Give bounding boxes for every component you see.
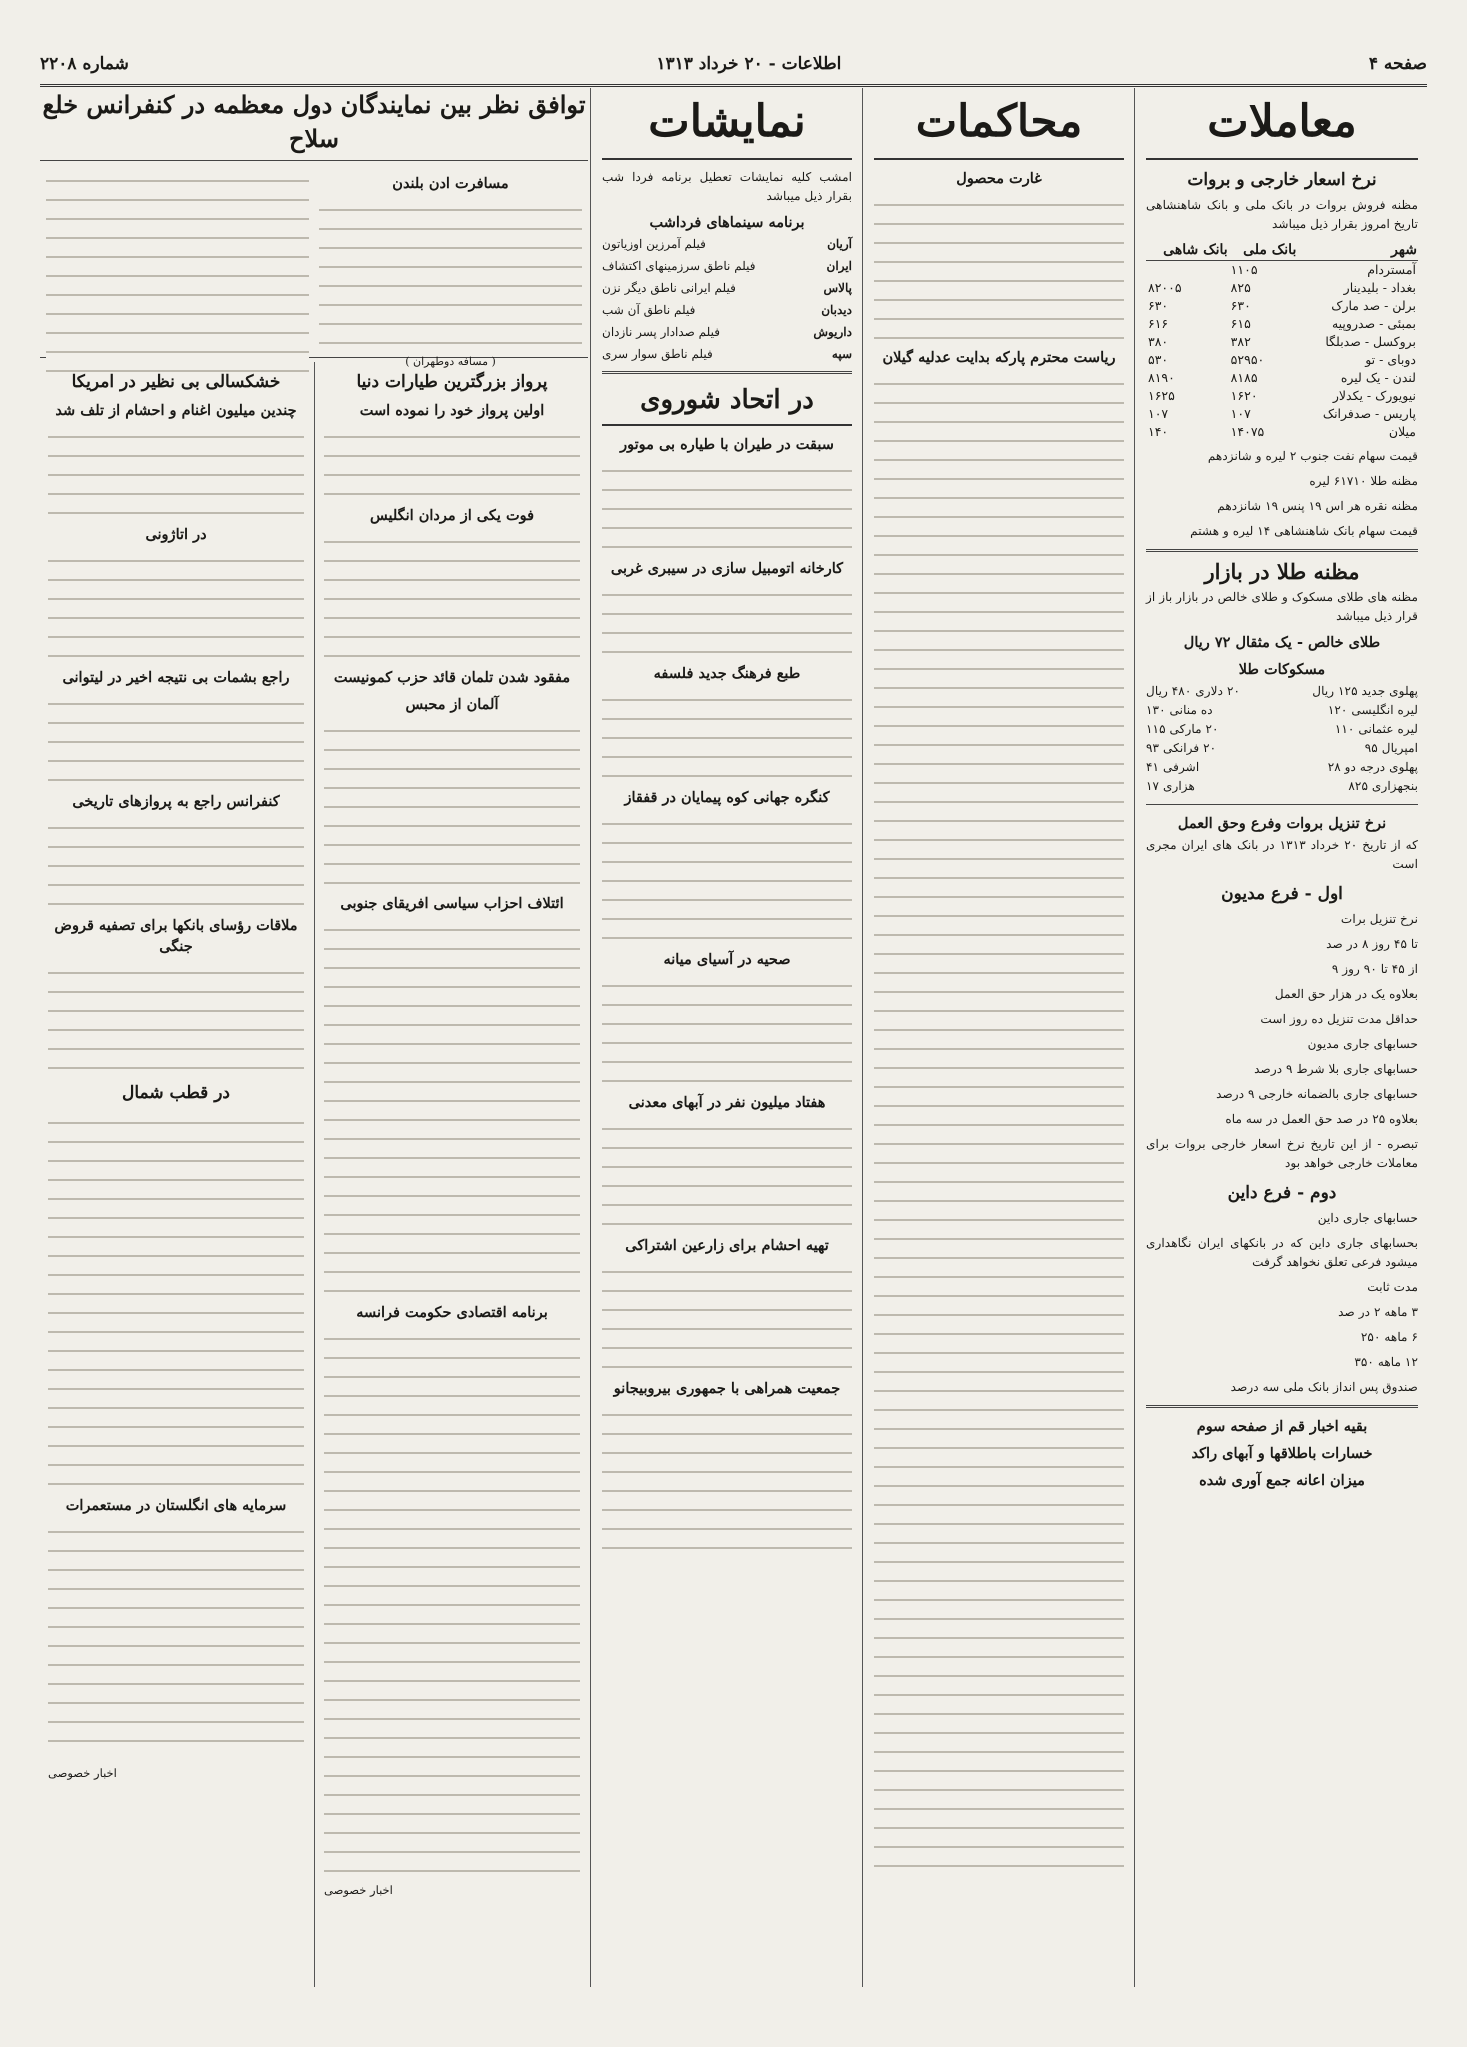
rates-table: [1146, 240, 1418, 441]
rates-subtitle: مظنه فروش بروات در بانک ملی و بانک شاهنشاهی تاریخ امروز بقرار ذیل میباشد: [1146, 198, 1418, 231]
first-line: از ۴۵ تا ۹۰ روز ۹: [1331, 962, 1418, 976]
news-heading: مفقود شدن تلمان قائد حزب کمونیست: [333, 669, 571, 686]
news-heading: کنفرانس راجع به پروازهای تاریخی: [72, 793, 280, 810]
world-left-column: [40, 362, 312, 1987]
first-line: نرخ تنزیل برات: [1340, 912, 1418, 926]
list-item: پالاس فیلم ایرانی ناطق دیگر نزن: [602, 281, 852, 295]
world-subheading: مسافرت ادن بلندن: [392, 175, 509, 192]
first-line: حسابهای جاری بالضمانه خارجی ۹ درصد: [1216, 1087, 1418, 1101]
list-item: ایران فیلم ناطق سرزمینهای اکتشاف: [602, 259, 852, 273]
news-heading: کنگره جهانی کوه پیمایان در قفقاز: [624, 789, 830, 806]
first-line: بعلاوه ۲۵ در صد حق العمل در سه ماه: [1225, 1112, 1418, 1126]
column-rule: [590, 88, 591, 1987]
first-line: حسابهای جاری مدیون: [1307, 1037, 1418, 1051]
shows-column: [592, 88, 862, 1987]
news-heading: برنامه اقتصادی حکومت فرانسه: [356, 1304, 548, 1321]
table-row: دوبای - تو ۵۲۹۵۰ ۵۳۰: [1148, 352, 1416, 367]
issue-number: شماره ۲۲۰۸: [40, 54, 129, 74]
first-line: حسابهای جاری بلا شرط ۹ درصد: [1254, 1062, 1418, 1076]
donation-title: میزان اعانه جمع آوری شده: [1199, 1472, 1365, 1489]
savings-note: صندوق پس انداز بانک ملی سه درصد: [1230, 1380, 1418, 1394]
courts-heading: غارت محصول: [956, 170, 1042, 187]
list-item: امپریال ۹۵ ۲۰ فرانکی ۹۳: [1146, 741, 1418, 755]
news-heading: خشکسالی بی نظیر در امریکا: [71, 372, 281, 392]
table-row: لندن - یک لیره ۸۱۸۵ ۸۱۹۰: [1148, 370, 1416, 385]
list-item: لیره انگلیسی ۱۲۰ ده منانی ۱۳۰: [1146, 703, 1418, 717]
first-line: بعلاوه یک در هزار حق العمل: [1274, 987, 1418, 1001]
first-line: حداقل مدت تنزیل ده روز است: [1260, 1012, 1418, 1026]
table-row: برلن - صد مارک ۶۳۰ ۶۳۰: [1148, 298, 1416, 313]
rates-note: قیمت سهام نفت جنوب ۲ لیره و شانزدهم: [1207, 449, 1418, 463]
courts-column: [864, 88, 1134, 1987]
news-heading: سبقت در طیران با طیاره بی موتور: [620, 436, 834, 453]
table-row: نیویورک - یکدلار ۱۶۲۰ ۱۶۲۵: [1148, 388, 1416, 403]
gold-title: مظنه طلا در بازار: [1204, 559, 1360, 584]
first-line: تا ۴۵ روز ۸ در صد: [1326, 937, 1418, 951]
discount-subtitle: که از تاریخ ۲۰ خرداد ۱۳۱۳ در بانک های ایران مجری است: [1146, 838, 1418, 871]
table-row: بغداد - بلیدینار ۸۲۵ ۸۲۰۰۵: [1148, 280, 1416, 295]
courts-body: [874, 191, 1124, 341]
news-subheading: چندین میلیون اغنام و احشام از تلف شد: [55, 402, 297, 419]
news-heading: پرواز بزرگترین طیارات دنیا: [356, 372, 548, 392]
continue-title: بقیه اخبار قم از صفحه سوم: [1196, 1418, 1368, 1435]
coins-list: [1146, 682, 1418, 796]
table-row: میلان ۱۴۰۷۵ ۱۴۰: [1148, 424, 1416, 439]
rates-col-melli: بانک ملی: [1229, 240, 1298, 261]
soviet-title: در اتحاد شوروی: [602, 382, 852, 426]
table-row: آمستردام ۱۱۰۵: [1230, 262, 1416, 277]
coins-title: مسکوکات طلا: [1238, 661, 1326, 678]
rates-note: قیمت سهام بانک شاهنشاهی ۱۴ لیره و هشتم: [1190, 524, 1418, 538]
source-credit: اخبار خصوصی: [48, 1766, 117, 1780]
shows-title: نمایشات: [602, 92, 852, 160]
shows-intro: امشب کلیه نمایشات تعطیل برنامه فردا شب بقرار ذیل میباشد: [602, 170, 852, 203]
news-heading: فوت یکی از مردان انگلیس: [369, 507, 535, 524]
second-line: ۳ ماهه ۲ در صد: [1338, 1305, 1418, 1319]
news-heading: در اتاژونی: [145, 526, 207, 543]
page-number: صفحه ۴: [1368, 54, 1427, 74]
transactions-column: [1136, 88, 1428, 1987]
divider: [602, 371, 852, 374]
second-line: مدت ثابت: [1367, 1280, 1418, 1294]
courts-title: محاکمات: [874, 92, 1124, 160]
news-heading: طبع فرهنگ جدید فلسفه: [653, 665, 801, 682]
first-title: اول - فرع مدیون: [1221, 884, 1343, 904]
news-heading: راجع بشمات بی نتیجه اخیر در لیتوانی: [62, 669, 290, 686]
list-item: لیره عثمانی ۱۱۰ ۲۰ مارکی ۱۱۵: [1146, 722, 1418, 736]
world-lead-article: [40, 88, 588, 368]
news-heading: کارخانه اتومبیل سازی در سیبری غربی: [610, 560, 844, 577]
program-title: برنامه سینماهای فرداشب: [649, 214, 805, 231]
source-credit: ( مسافه دوطهران ): [405, 355, 496, 368]
source-credit: اخبار خصوصی: [324, 1883, 393, 1897]
news-subheading: اولین پرواز خود را نموده است: [359, 402, 545, 419]
second-line: ۱۲ ماهه ۳۵۰: [1354, 1355, 1418, 1369]
news-subheading: آلمان از محبس: [405, 696, 499, 713]
gold-subtitle: مظنه های طلای مسکوک و طلای خالص در بازار باز از قرار ذیل میباشد: [1146, 590, 1418, 623]
news-heading: صحیه در آسیای میانه: [663, 951, 791, 968]
column-rule: [862, 88, 863, 1987]
list-item: آریان فیلم آمرزین اوزیاتون: [602, 237, 852, 251]
news-heading: هفتاد میلیون نفر در آبهای معدنی: [628, 1094, 826, 1111]
courts-body: [874, 370, 1124, 1870]
list-item: داریوش فیلم صدادار پسر نازدان: [602, 325, 852, 339]
city-title: خسارات باطلاقها و آبهای راکد: [1191, 1445, 1373, 1462]
list-item: بنجهزاری ۸۲۵ هزاری ۱۷: [1146, 779, 1418, 793]
second-title: دوم - فرع داین: [1227, 1183, 1337, 1203]
list-item: پهلوی درجه دو ۲۸ اشرفی ۴۱: [1146, 760, 1418, 774]
courts-heading: ریاست محترم پارکه بدایت عدلیه گیلان: [882, 349, 1116, 366]
news-heading: ائتلاف احزاب سیاسی افریقای جنوبی: [340, 895, 564, 912]
news-heading: تهیه احشام برای زارعین اشتراکی: [625, 1237, 829, 1254]
gold-pure: طلای خالص - یک مثقال ۷۲ ریال: [1183, 634, 1381, 651]
world-right-column: [316, 362, 588, 1987]
world-headline: توافق نظر بین نمایندگان دول معظمه در کنفرانس خلع سلاح: [40, 88, 588, 161]
news-heading: در قطب شمال: [122, 1083, 230, 1103]
news-heading: سرمایه های انگلستان در مستعمرات: [65, 1497, 287, 1514]
column-rule: [314, 362, 315, 1987]
page-header: [40, 50, 1427, 87]
rates-col-shahi: بانک شاهی: [1146, 240, 1229, 261]
first-note: تبصره - از این تاریخ نرخ اسعار خارجی بروات برای معاملات خارجی خواهد بود: [1146, 1137, 1418, 1170]
second-line: بحسابهای جاری داین که در بانکهای ایران نگاهداری میشود فرعی تعلق نخواهد گرفت: [1146, 1236, 1418, 1269]
news-heading: جمعیت همراهی با جمهوری بیروبیجانو: [613, 1380, 841, 1397]
transactions-title: معاملات: [1146, 92, 1418, 160]
rates-col-city: شهر: [1297, 240, 1418, 261]
table-row: بروکسل - صدبلگا ۳۸۲ ۳۸۰: [1148, 334, 1416, 349]
issue-date: اطلاعات - ۲۰ خرداد ۱۳۱۳: [656, 54, 842, 74]
divider: [1146, 804, 1418, 805]
rates-note: مظنه نقره هر اس ۱۹ پنس ۱۹ شانزدهم: [1217, 499, 1418, 513]
divider: [1146, 549, 1418, 552]
divider: [1146, 1405, 1418, 1408]
column-rule: [1134, 88, 1135, 1987]
table-row: پاریس - صدفرانک ۱۰۷ ۱۰۷: [1148, 406, 1416, 421]
list-item: پهلوی جدید ۱۲۵ ریال ۲۰ دلاری ۴۸۰ ریال: [1146, 684, 1418, 698]
rates-title: نرخ اسعار خارجی و بروات: [1187, 170, 1377, 190]
discount-title: نرخ تنزیل بروات وفرع وحق العمل: [1177, 815, 1387, 832]
list-item: دیدبان فیلم ناطق آن شب: [602, 303, 852, 317]
rates-note: مظنه طلا ۶۱۷۱۰ لیره: [1309, 474, 1418, 488]
table-row: بمبئی - صدروپیه ۶۱۵ ۶۱۶: [1148, 316, 1416, 331]
list-item: سپه فیلم ناطق سوار سری: [602, 347, 852, 361]
news-heading: ملاقات رؤسای بانکها برای تصفیه قروض جنگی: [54, 917, 298, 955]
second-line: ۶ ماهه ۲۵۰: [1360, 1330, 1418, 1344]
second-line: حسابهای جاری داین: [1317, 1211, 1418, 1225]
